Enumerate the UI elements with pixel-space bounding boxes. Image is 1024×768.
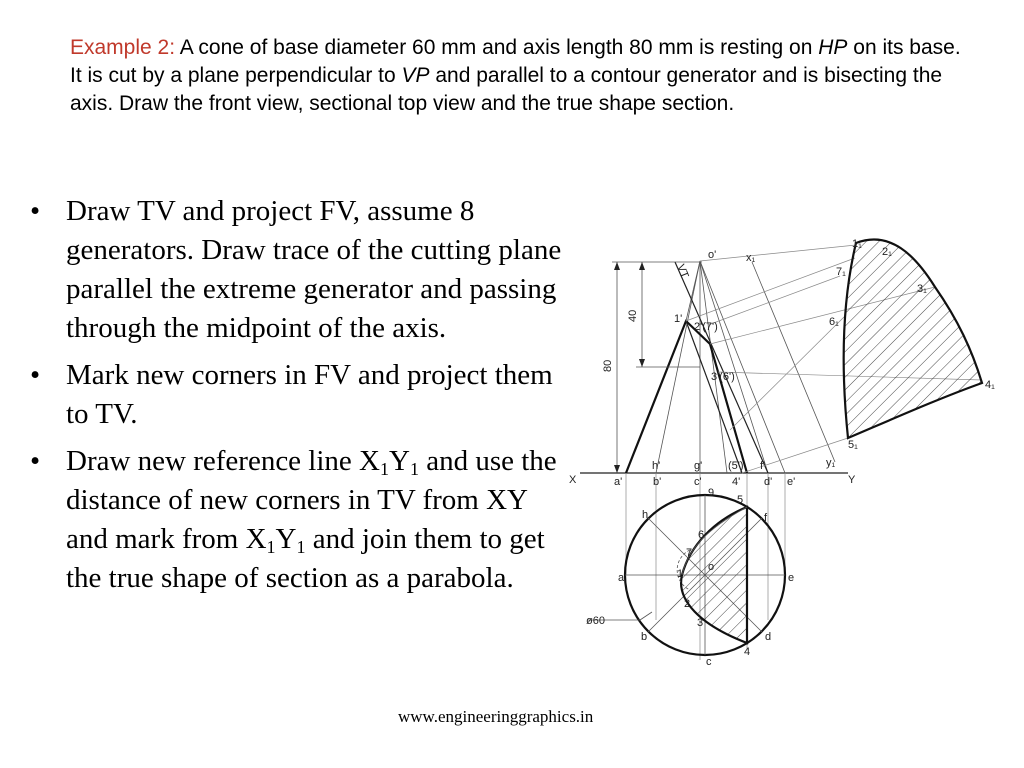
label-b: b [641,631,648,643]
projector [708,276,840,325]
label-h-prime: h' [652,460,661,472]
label-2-1: 2₁ [882,246,892,258]
footer-url: www.engineeringgraphics.in [398,707,594,726]
problem-text-1: A cone of base diameter 60 mm and axis length 80 mm is resting on [175,36,819,59]
label-4-1: 4₁ [985,379,995,391]
problem-statement [70,34,970,118]
label-a-prime: a' [614,476,623,488]
subscript: 1 [380,459,389,479]
text-run: and join them to get the true shape of section as a parabola. [66,523,545,594]
problem-text-2: on its base. It is cut by a plane perpendicular to [70,36,961,87]
label-9: 9 [708,487,715,499]
text-run: Y [389,445,410,477]
vp-term: VP [401,64,430,87]
dimension-leader [640,612,652,620]
arrow-head [614,465,620,473]
label-1: 1 [677,568,684,580]
label-f: f [764,512,768,524]
label-o: o [708,561,715,573]
label-e: e [788,572,795,584]
subscript: 1 [266,537,276,557]
label-h: h [642,509,649,521]
label-x1: x₁ [746,252,756,264]
label-a: a [618,572,625,584]
true-shape-section [844,239,982,438]
instruction-list [24,192,572,606]
label-5: 5 [737,494,744,506]
text-run: Y [275,523,297,555]
bullet-dot: • [30,195,41,227]
instruction-text [66,445,557,594]
arrow-head [639,359,645,367]
subscript: 1 [409,459,419,479]
label-5-prime: (5') [728,460,744,472]
label-4: 4 [744,646,751,658]
label-7: 7 [686,547,693,559]
label-4-prime: 4' [732,476,741,488]
label-y1: y₁ [826,457,836,469]
hp-term: HP [818,36,848,59]
label-c: c [706,656,712,668]
top-view-section [681,507,747,643]
label-3-1: 3₁ [917,283,927,295]
label-2: 2 [684,598,691,610]
label-d: d [765,631,772,643]
cutting-plane-vt [675,262,768,473]
label-point-1: 1' [674,313,683,325]
label-vt: VT [674,262,691,281]
subscript: 1 [296,537,306,557]
label-b-prime: b' [653,476,662,488]
text-run: Draw new reference line X [66,445,380,477]
instruction-text: Mark new corners in FV and project them to TV. [66,359,553,430]
label-5-1: 5₁ [848,439,858,451]
removed-generator [700,261,785,473]
label-dim-80: 80 [602,359,614,372]
label-c-prime: c' [694,476,702,488]
bullet-dot: • [30,359,41,391]
instruction-item [24,356,572,434]
label-1-1: 1₁ [852,238,862,250]
label-x: X [569,474,577,486]
example-label: Example 2: [70,36,176,59]
label-point-3: 3'(6') [711,371,735,383]
instruction-item [24,192,572,348]
label-6: 6 [698,529,705,541]
text-run: and use the distance of new corners in TV from XY and mark from X [66,445,557,555]
label-7-1: 7₁ [836,266,846,278]
arrow-head [639,262,645,270]
projector [700,245,856,261]
generator-line [700,261,768,473]
label-point-2: 2'(7') [694,321,718,333]
cone-front-view [626,321,747,473]
bullet-dot: • [30,445,41,477]
label-3: 3 [697,617,704,629]
label-y: Y [848,474,856,486]
cone-section-drawing [560,225,1020,680]
generator-line [700,261,727,473]
label-f-prime: f' [760,460,766,472]
instruction-item [24,442,572,598]
label-dim-40: 40 [627,309,639,322]
problem-text-3: and parallel to a contour generator and is bisecting the axis. Draw the front view, sectional top view and the true shape section. [70,64,943,115]
label-d-prime: d' [764,476,773,488]
instruction-text: Draw TV and project FV, assume 8 generators. Draw trace of the cutting plane parallel the extreme generator and passing through the midpoint of the axis. [66,195,562,344]
arrow-head [614,262,620,270]
label-e-prime: e' [787,476,796,488]
label-diameter: ø60 [586,615,605,627]
label-o-prime: o' [708,249,717,261]
label-6-1: 6₁ [829,316,839,328]
label-g-prime: g' [694,460,703,472]
